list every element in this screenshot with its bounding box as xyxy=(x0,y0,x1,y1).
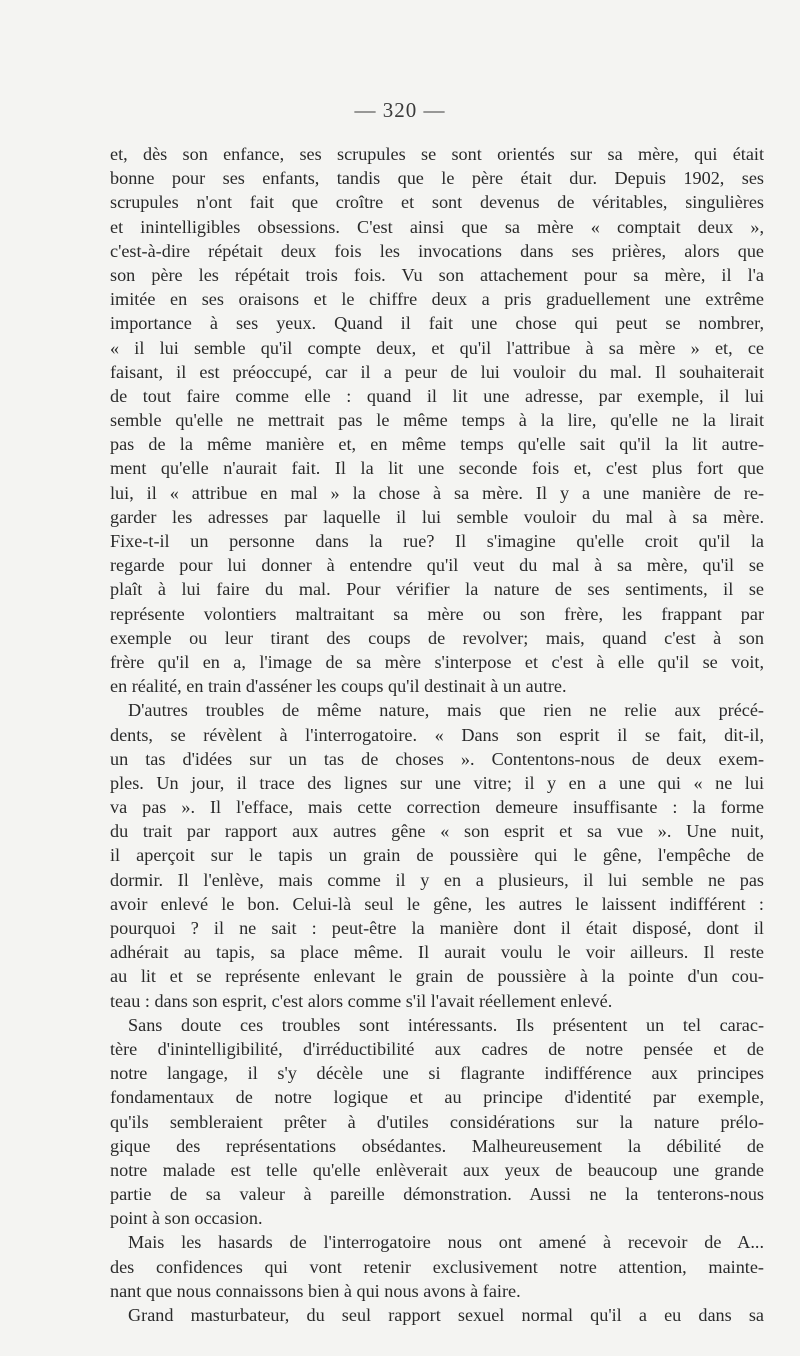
text-line: des confidences qui vont retenir exclusivement notre attention, mainte- xyxy=(110,1256,764,1277)
text-line: bonne pour ses enfants, tandis que le père était dur. Depuis 1902, ses xyxy=(110,168,764,189)
text-line: pas de la même manière et, en même temps qu'elle sait qu'il la lit autre- xyxy=(110,434,764,455)
text-line: Grand masturbateur, du seul rapport sexuel normal qu'il a eu dans sa xyxy=(128,1305,764,1325)
text-line: représente volontiers maltraitant sa mère ou son frère, les frappant par xyxy=(110,603,764,624)
text-line: avoir enlevé le bon. Celui-là seul le gêne, les autres le laissent indifférent : xyxy=(110,893,764,914)
text-line: pourquoi ? il ne sait : peut-être la manière dont il était disposé, dont il xyxy=(110,918,764,938)
text-line: ment qu'elle n'aurait fait. Il la lit une seconde fois et, c'est plus fort que xyxy=(110,458,764,479)
text-line: lui, il « attribue en mal » la chose à sa mère. Il y a une manière de re- xyxy=(110,482,764,503)
text-line: adhérait au tapis, sa place même. Il aurait voulu le voir ailleurs. Il reste xyxy=(110,942,764,963)
text-line: importance à ses yeux. Quand il fait une chose qui peut se nombrer, xyxy=(110,313,764,334)
text-line: et, dès son enfance, ses scrupules se sont orientés sur sa mère, qui était xyxy=(110,144,764,164)
text-line: faisant, il est préoccupé, car il a peur de lui vouloir du mal. Il souhaiterait xyxy=(110,361,764,382)
text-line: Sans doute ces troubles sont intéressants. Ils présentent un tel carac- xyxy=(128,1014,764,1035)
text-line: et inintelligibles obsessions. C'est ainsi que sa mère « comptait deux », xyxy=(110,216,764,237)
text-line: Mais les hasards de l'interrogatoire nous ont amené à recevoir de A... xyxy=(128,1232,764,1253)
text-line: tère d'inintelligibilité, d'irréductibilité aux cadres de notre pensée et de xyxy=(110,1038,764,1059)
text-line: gique des représentations obsédantes. Malheureusement la débilité de xyxy=(110,1135,764,1156)
text-line: plaît à lui faire du mal. Pour vérifier la nature de ses sentiments, il se xyxy=(110,579,764,600)
text-line: nant que nous connaissons bien à qui nous avons à faire. xyxy=(110,1280,521,1301)
text-line: un tas d'idées sur un tas de choses ». Contentons-nous de deux exem- xyxy=(110,748,764,769)
text-line: scrupules n'ont fait que croître et sont devenus de véritables, singulières xyxy=(110,192,764,213)
text-line: au lit et se représente enlevant le grain de poussière à la pointe d'un cou- xyxy=(110,966,764,987)
text-line: dormir. Il l'enlève, mais comme il y en a plusieurs, il lui semble ne pas xyxy=(110,869,764,890)
body-text xyxy=(110,142,764,1327)
text-line: point à son occasion. xyxy=(110,1208,263,1229)
text-line: notre langage, il s'y décèle une si flagrante indifférence aux principes xyxy=(110,1063,764,1084)
text-line: dents, se révèlent à l'interrogatoire. « Dans son esprit il se fait, dit-il, xyxy=(110,724,764,745)
text-line: D'autres troubles de même nature, mais que rien ne relie aux précé- xyxy=(128,700,764,721)
text-line: son père les répétait trois fois. Vu son attachement pour sa mère, il l'a xyxy=(110,264,764,285)
text-line: en réalité, en train d'asséner les coups qu'il destinait à un autre. xyxy=(110,676,567,697)
text-line: c'est-à-dire répétait deux fois les invocations dans ses prières, alors que xyxy=(110,240,764,261)
text-line: exemple ou leur tirant des coups de revolver; mais, quand c'est à son xyxy=(110,627,764,648)
text-line: fondamentaux de notre logique et au principe d'identité par exemple, xyxy=(110,1087,764,1108)
text-line: notre malade est telle qu'elle enlèverait aux yeux de beaucoup une grande xyxy=(110,1159,764,1180)
text-line: qu'ils sembleraient prêter à d'utiles considérations sur la nature prélo- xyxy=(110,1111,764,1132)
page-number: — 320 — xyxy=(354,98,446,122)
text-line: teau : dans son esprit, c'est alors comme s'il l'avait réellement enlevé. xyxy=(110,990,613,1011)
text-line: garder les adresses par laquelle il lui semble vouloir du mal à sa mère. xyxy=(110,506,764,527)
text-line: Fixe-t-il un personne dans la rue? Il s'imagine qu'elle croit qu'il la xyxy=(110,531,764,551)
text-line: semble qu'elle ne mettrait pas le même temps à la lire, qu'elle ne la lirait xyxy=(110,410,764,431)
text-line: partie de sa valeur à pareille démonstration. Aussi ne la tenterons-nous xyxy=(110,1184,764,1205)
text-line: va pas ». Il l'efface, mais cette correction demeure insuffisante : la forme xyxy=(110,797,764,818)
text-line: « il lui semble qu'il compte deux, et qu'il l'attribue à sa mère » et, ce xyxy=(110,337,764,358)
text-line: imitée en ses oraisons et le chiffre deux a pris graduellement une extrême xyxy=(110,289,764,310)
text-line: du trait par rapport aux autres gêne « son esprit et sa vue ». Une nuit, xyxy=(110,821,764,842)
text-line: regarde pour lui donner à entendre qu'il veut du mal à sa mère, qu'il se xyxy=(110,555,764,576)
text-line: de tout faire comme elle : quand il lit une adresse, par exemple, il lui xyxy=(110,385,764,406)
text-line: il aperçoit sur le tapis un grain de poussière qui le gêne, l'empêche de xyxy=(110,845,764,866)
text-line: ples. Un jour, il trace des lignes sur une vitre; il y en a une qui « ne lui xyxy=(110,772,764,793)
text-line: frère qu'il en a, l'image de sa mère s'interpose et c'est à elle qu'il se voit, xyxy=(110,651,764,672)
